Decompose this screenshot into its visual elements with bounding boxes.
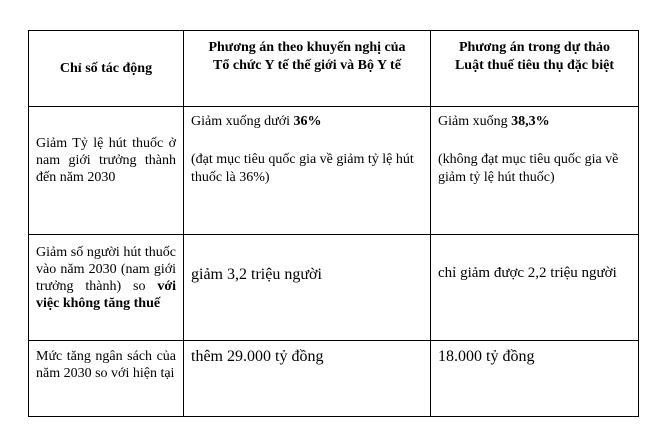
row2-who: giảm 3,2 triệu người — [184, 235, 431, 341]
row1-draft-cell — [431, 107, 639, 235]
row3-draft: 18.000 tỷ đồng — [431, 341, 639, 417]
row1-draft-note: (không đạt mục tiêu quốc gia về giảm tỷ lệ hút thuốc) — [438, 152, 619, 185]
header-who-option — [184, 31, 431, 107]
header-draft-line2: Luật thuế tiêu thụ đặc biệt — [454, 58, 615, 73]
row1-who-target: Giảm xuống dưới 36% — [191, 114, 322, 129]
header-draft-line1: Phương án trong dự thảo — [458, 40, 611, 55]
row2-draft: chỉ giảm được 2,2 triệu người — [431, 235, 639, 341]
row-budget — [29, 341, 639, 417]
row2-indicator-bold: với việc không tăng thuế — [36, 279, 176, 311]
row3-indicator: Mức tăng ngân sách của năm 2030 so với hiện tại — [29, 341, 184, 417]
header-draft-option — [431, 31, 639, 107]
row1-who-cell — [184, 107, 431, 235]
row1-draft-value: 38,3% — [511, 114, 550, 129]
header-who-line1: Phương án theo khuyến nghị của — [208, 40, 406, 55]
row2-indicator: Giảm số người hút thuốc vào năm 2030 (nam giới trưởng thành) so với việc không tăng thuế — [29, 235, 184, 341]
row-smoking-rate — [29, 107, 639, 235]
row3-who: thêm 29.000 tỷ đồng — [184, 341, 431, 417]
row1-who-note: (đạt mục tiêu quốc gia về giảm tỷ lệ hút thuốc là 36%) — [191, 152, 414, 185]
header-who-line2: Tổ chức Y tế thế giới và Bộ Y tế — [213, 58, 401, 73]
comparison-table — [28, 30, 639, 417]
header-indicator: Chỉ số tác động — [29, 31, 184, 107]
row1-indicator: Giảm Tỷ lệ hút thuốc ở nam giới trưởng thành đến năm 2030 — [29, 107, 184, 235]
row1-draft-target: Giảm xuống 38,3% — [438, 114, 550, 129]
row-smokers-count — [29, 235, 639, 341]
header-row — [29, 31, 639, 107]
row1-who-value: 36% — [293, 114, 322, 129]
